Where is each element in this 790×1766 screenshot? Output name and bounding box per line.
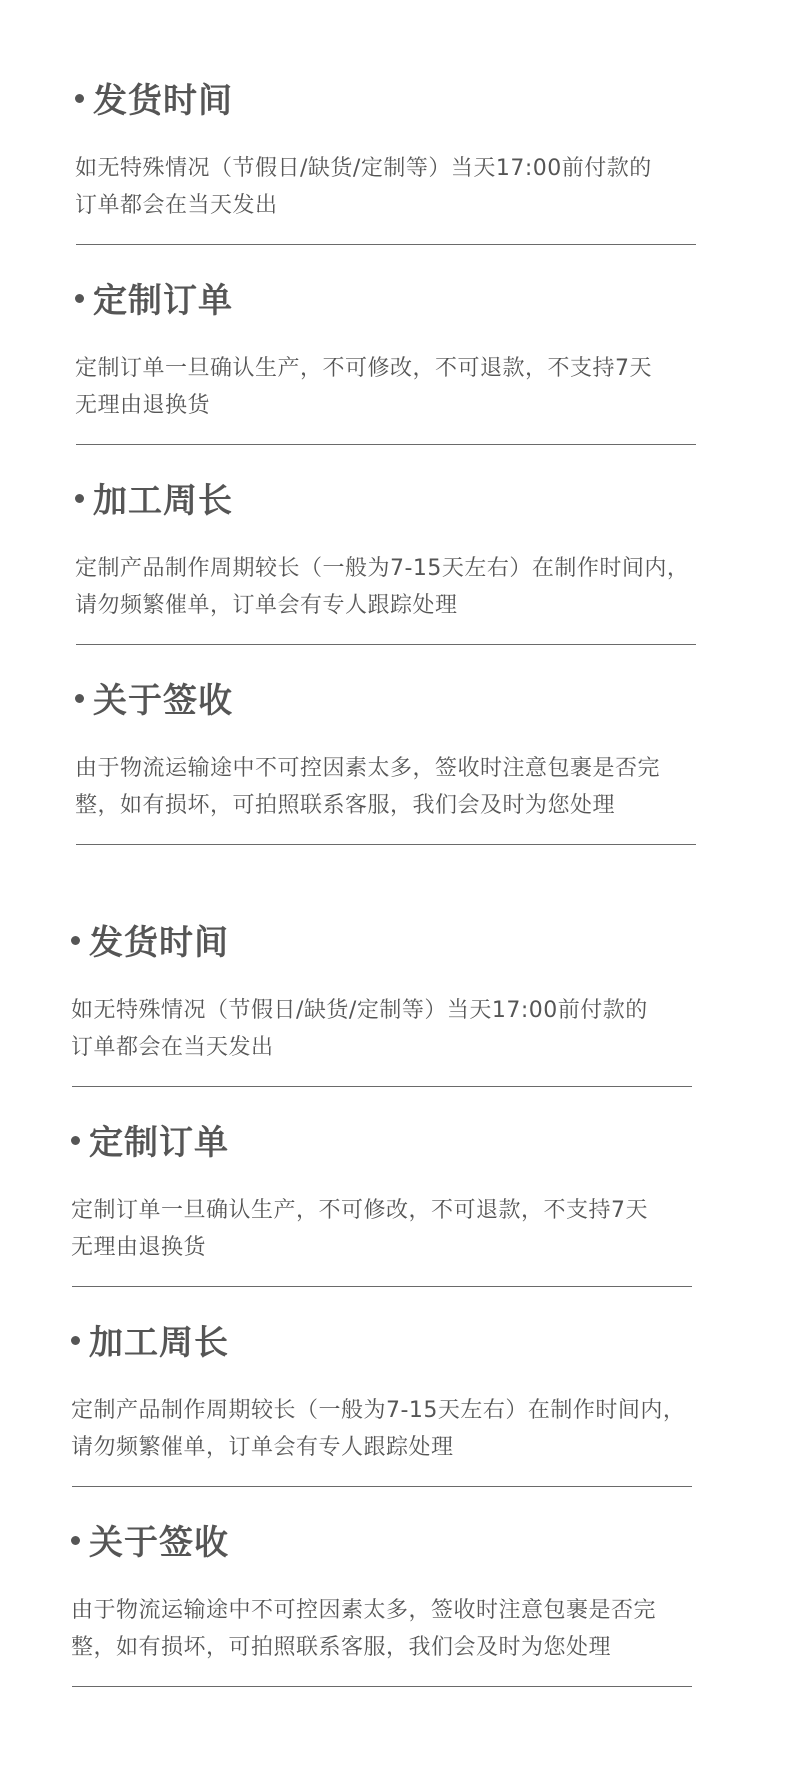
notice-section-delivery-receipt (71, 1514, 691, 1714)
bullet-dot-icon (75, 494, 84, 503)
section-title: 定制订单 (93, 280, 233, 321)
section-title: 加工周长 (93, 480, 233, 521)
body-line: 无理由退换货 (75, 393, 211, 418)
notice-section-processing-period (71, 1314, 691, 1514)
section-heading (75, 472, 233, 522)
section-divider (76, 244, 696, 245)
body-line: 整，如有损坏，可拍照联系客服，我们会及时为您处理 (75, 793, 616, 818)
section-divider (72, 1486, 692, 1487)
body-line: 订单都会在当天发出 (75, 193, 278, 218)
section-body (75, 150, 715, 224)
section-title: 发货时间 (89, 922, 229, 963)
body-line: 由于物流运输途中不可控因素太多，签收时注意包裹是否完 (71, 1598, 657, 1623)
bullet-dot-icon (71, 1136, 80, 1145)
body-line: 定制产品制作周期较长（一般为7-15天左右）在制作时间内， (71, 1398, 686, 1423)
section-heading (75, 672, 233, 722)
notice-section-custom-order (75, 272, 695, 472)
section-divider (76, 844, 696, 845)
bullet-dot-icon (75, 294, 84, 303)
bullet-dot-icon (71, 1536, 80, 1545)
section-heading (75, 72, 233, 122)
body-line: 订单都会在当天发出 (71, 1035, 274, 1060)
section-title: 定制订单 (89, 1122, 229, 1163)
section-body (75, 550, 715, 624)
body-line: 如无特殊情况（节假日/缺货/定制等）当天17:00前付款的 (75, 156, 652, 181)
body-line: 定制产品制作周期较长（一般为7-15天左右）在制作时间内， (75, 556, 690, 581)
body-line: 定制订单一旦确认生产，不可修改，不可退款，不支持7天 (71, 1198, 648, 1223)
notice-section-shipping-time (75, 72, 695, 272)
section-title: 发货时间 (93, 80, 233, 121)
body-line: 由于物流运输途中不可控因素太多，签收时注意包裹是否完 (75, 756, 661, 781)
body-line: 如无特殊情况（节假日/缺货/定制等）当天17:00前付款的 (71, 998, 648, 1023)
body-line: 定制订单一旦确认生产，不可修改，不可退款，不支持7天 (75, 356, 652, 381)
body-line: 整，如有损坏，可拍照联系客服，我们会及时为您处理 (71, 1635, 612, 1660)
section-heading (71, 914, 229, 964)
section-body (71, 1192, 711, 1266)
notice-section-shipping-time (71, 914, 691, 1114)
section-body (75, 350, 715, 424)
section-title: 加工周长 (89, 1322, 229, 1363)
section-divider (76, 644, 696, 645)
bullet-dot-icon (75, 94, 84, 103)
section-title: 关于签收 (89, 1522, 229, 1563)
section-heading (75, 272, 233, 322)
section-body (75, 750, 715, 824)
section-body (71, 1592, 711, 1666)
notice-section-custom-order (71, 1114, 691, 1314)
body-line: 请勿频繁催单，订单会有专人跟踪处理 (75, 593, 458, 618)
body-line: 无理由退换货 (71, 1235, 207, 1260)
section-title: 关于签收 (93, 680, 233, 721)
section-heading (71, 1314, 229, 1364)
section-heading (71, 1114, 229, 1164)
bullet-dot-icon (75, 694, 84, 703)
notice-section-delivery-receipt (75, 672, 695, 872)
bullet-dot-icon (71, 936, 80, 945)
notice-section-processing-period (75, 472, 695, 672)
section-divider (76, 444, 696, 445)
section-heading (71, 1514, 229, 1564)
section-divider (72, 1686, 692, 1687)
section-divider (72, 1286, 692, 1287)
section-divider (72, 1086, 692, 1087)
section-body (71, 1392, 711, 1466)
bullet-dot-icon (71, 1336, 80, 1345)
notice-block-1 (75, 72, 695, 872)
section-body (71, 992, 711, 1066)
body-line: 请勿频繁催单，订单会有专人跟踪处理 (71, 1435, 454, 1460)
notice-block-2 (71, 914, 691, 1714)
